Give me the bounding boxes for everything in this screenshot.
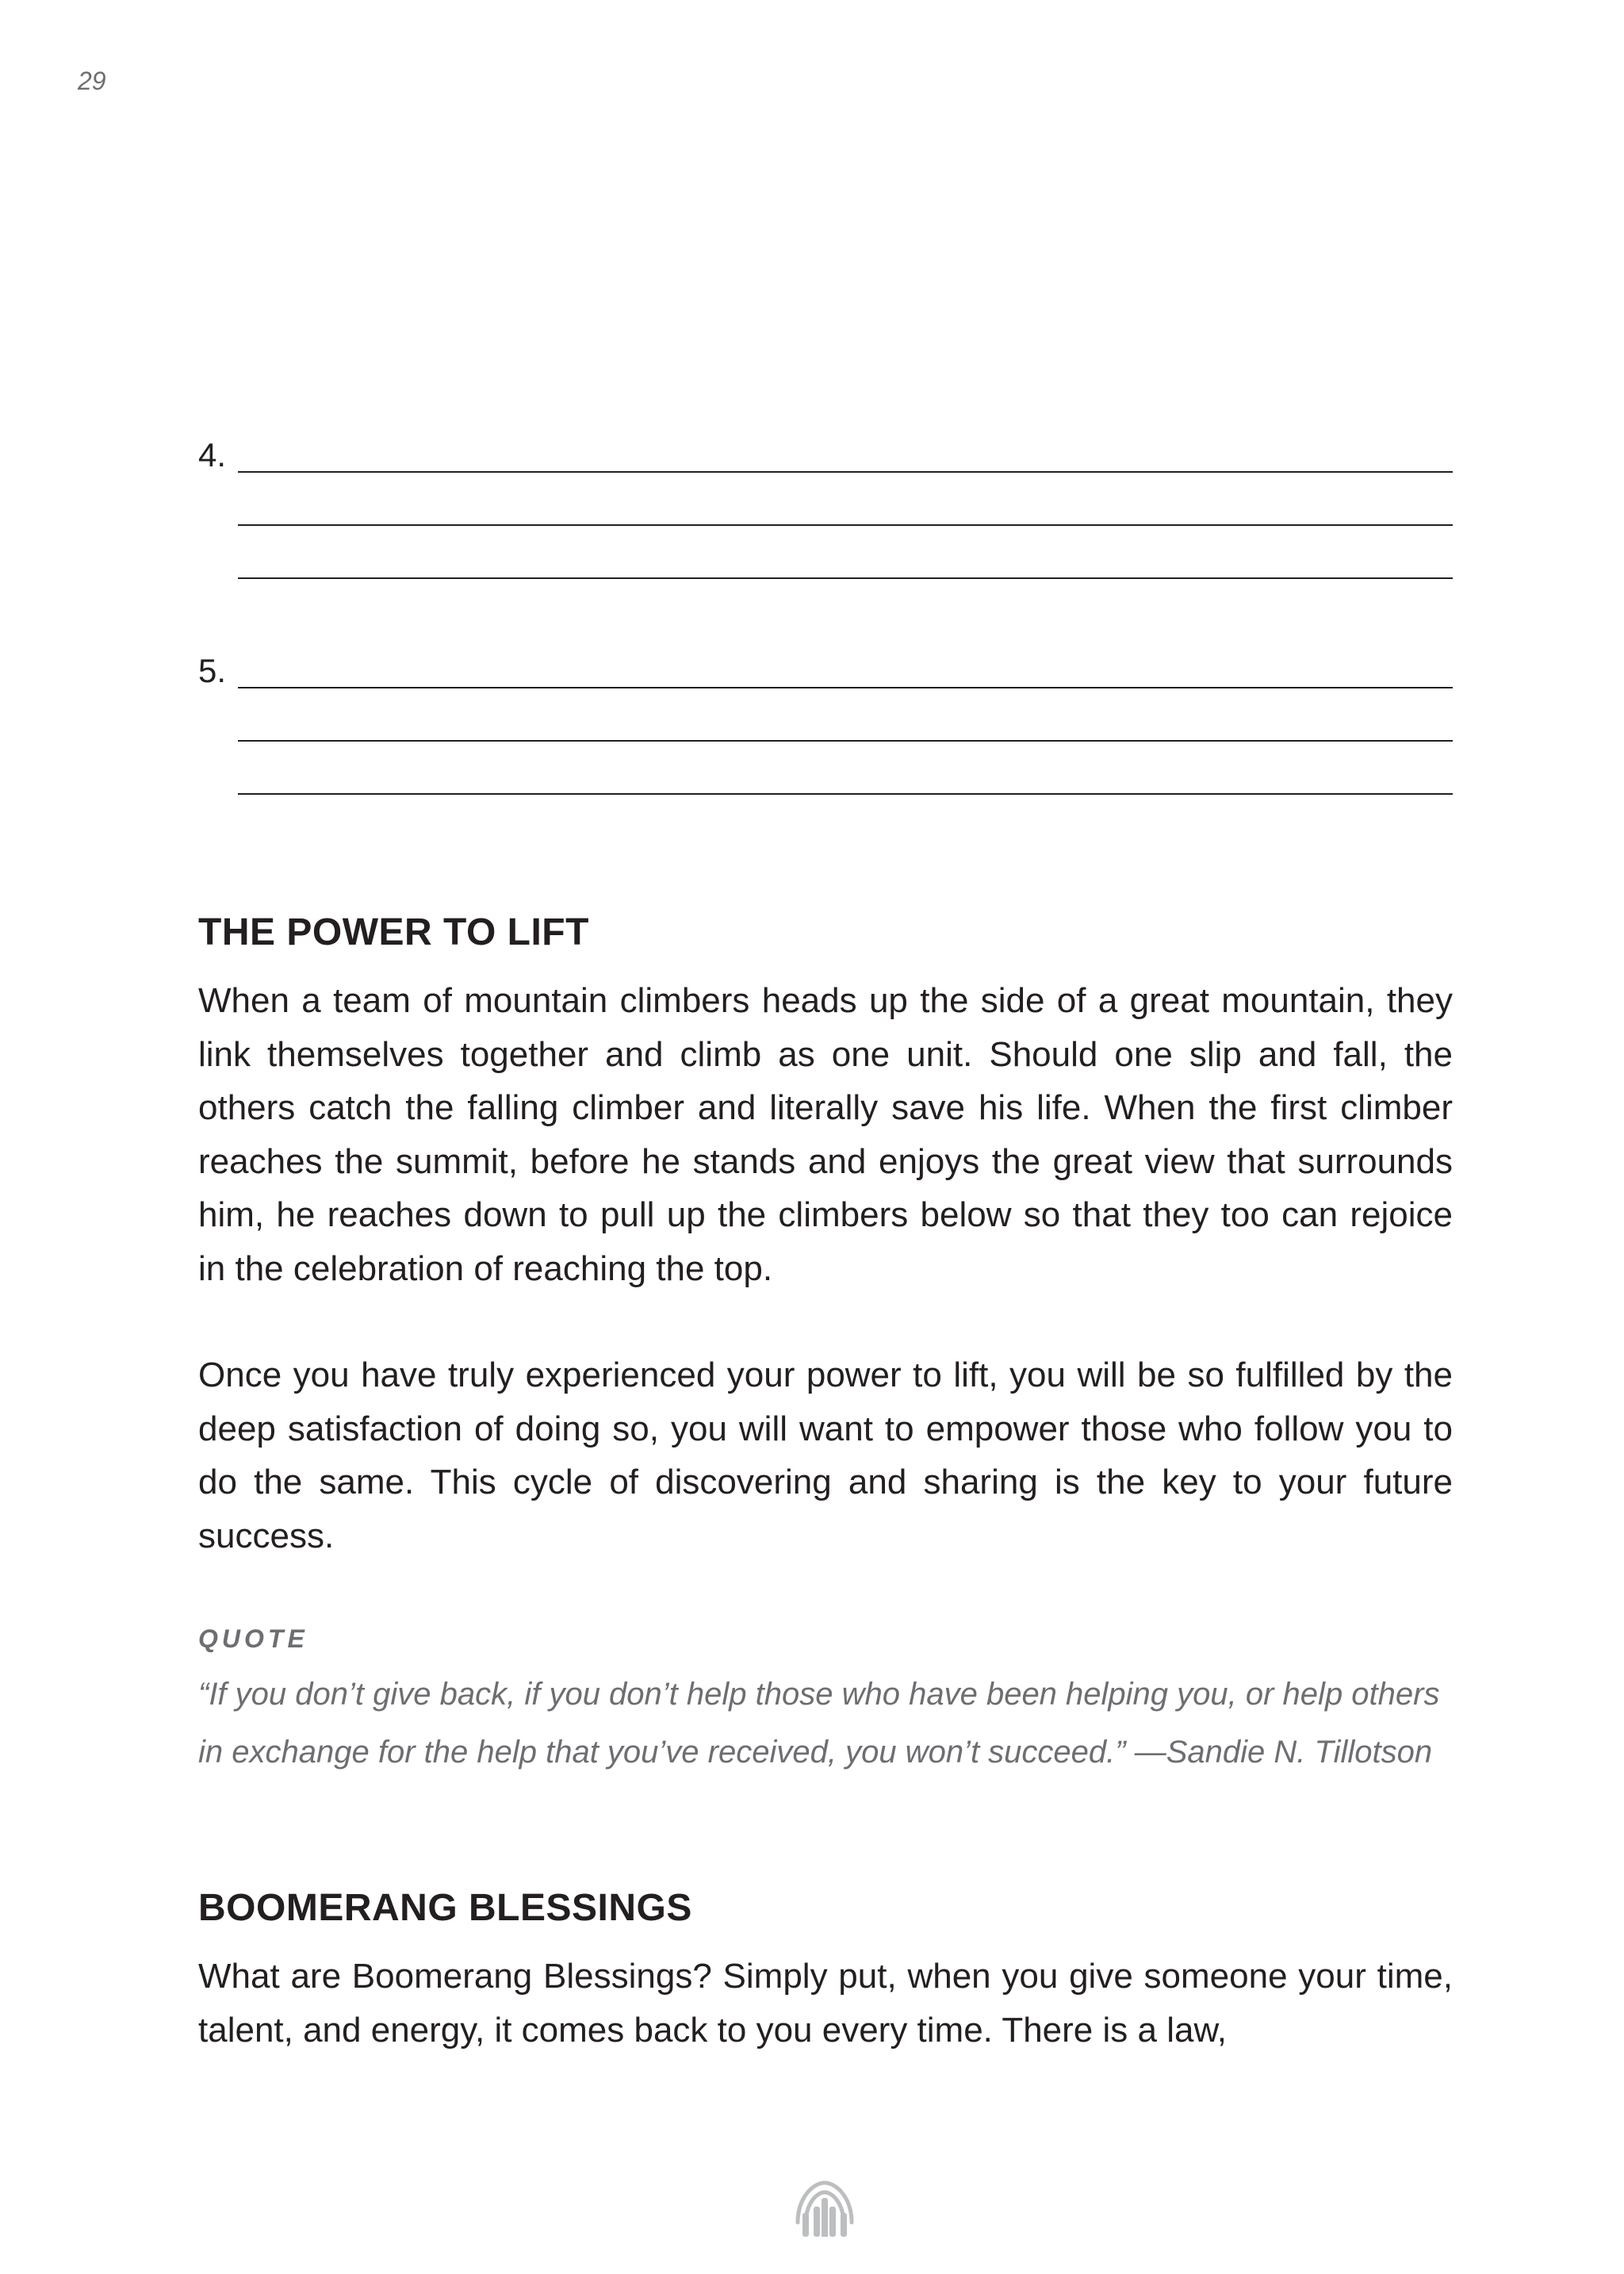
quote-text: “If you don’t give back, if you don’t help those who have been helping you, or help others in exchange for the help that you’ve received, you won’t succeed.” —Sandie N. Tillotson [198,1677,1440,1770]
fountain-logo-icon [791,2175,858,2241]
paragraph-boomerang: What are Boomerang Blessings? Simply put, when you give someone your time, talent, and energy, it comes back to you every time. There is a law, [198,1957,1453,2050]
section-heading-boomerang-blessings: BOOMERANG BLESSINGS [198,1887,692,1929]
writing-line[interactable] [238,793,1453,795]
answer-blank-5[interactable] [198,644,1453,803]
writing-line[interactable] [238,687,1453,688]
page-number: 29 [78,67,106,95]
blank-number: 4. [198,436,227,474]
blank-number: 5. [198,652,227,689]
section-heading-power-to-lift: THE POWER TO LIFT [198,911,589,953]
writing-line[interactable] [238,524,1453,526]
paragraph-climbers: When a team of mountain climbers heads up the side of a great mountain, they link themselves together and climb as one unit. Should one slip and fall, the others catch the falling climber and literally save his life. When the first climber reaches the summit, before he stands and enjoys the great view that surrounds him, he reaches down to pull up the climbers below so that they too can rejoice in the celebration of reaching the top. [198,981,1453,1288]
writing-line[interactable] [238,471,1453,473]
paragraph-power-to-lift: Once you have truly experienced your power to lift, you will be so fulfilled by the deep satisfaction of doing so, you will want to empower those who follow you to do the same. This cycle of discovering and sharing is the key to your future success. [198,1356,1453,1555]
quote-label: QUOTE [198,1624,308,1653]
answer-blank-4[interactable] [198,428,1453,587]
writing-line[interactable] [238,740,1453,742]
writing-line[interactable] [238,577,1453,579]
